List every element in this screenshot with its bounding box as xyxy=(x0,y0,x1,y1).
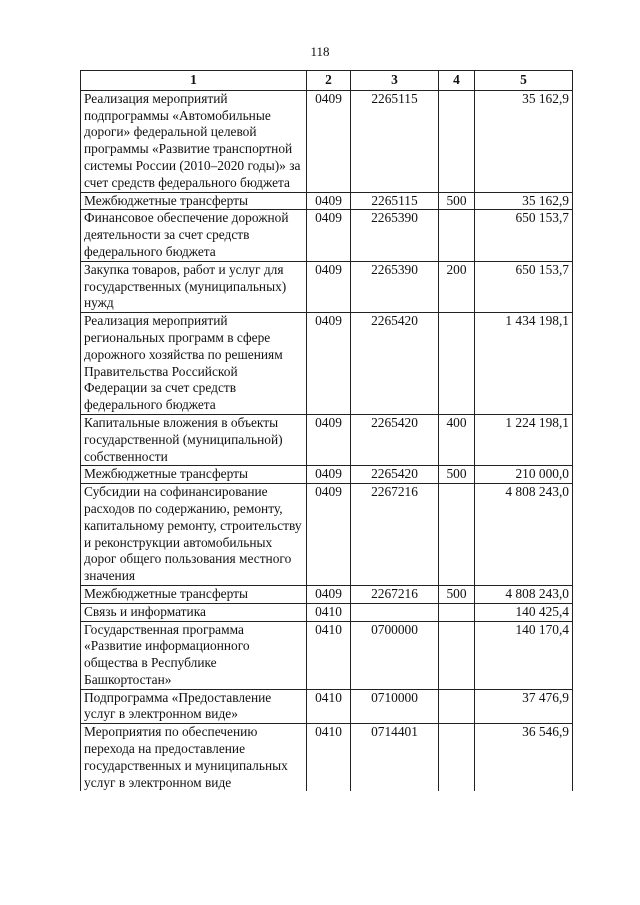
table-row xyxy=(81,484,573,586)
row-expense-type xyxy=(439,210,475,261)
header-col-1: 1 xyxy=(81,71,307,91)
row-amount: 650 153,7 xyxy=(475,261,573,312)
row-section-code: 0409 xyxy=(307,484,351,586)
row-amount: 37 476,9 xyxy=(475,689,573,724)
header-col-5: 5 xyxy=(475,71,573,91)
row-target-article xyxy=(351,603,439,621)
row-amount: 36 546,9 xyxy=(475,724,573,792)
row-amount: 650 153,7 xyxy=(475,210,573,261)
row-description: Реализация мероприятий региональных программ в сфере дорожного хозяйства по решениям Правительства Российской Федерации за счет средств федерального бюджета xyxy=(81,313,307,415)
row-amount: 1 434 198,1 xyxy=(475,313,573,415)
table-row xyxy=(81,603,573,621)
row-description: Межбюджетные трансферты xyxy=(81,466,307,484)
table-row xyxy=(81,466,573,484)
row-expense-type xyxy=(439,621,475,689)
row-target-article: 0700000 xyxy=(351,621,439,689)
row-expense-type: 500 xyxy=(439,585,475,603)
row-target-article: 2267216 xyxy=(351,484,439,586)
row-target-article: 2265420 xyxy=(351,414,439,465)
budget-table xyxy=(80,70,573,791)
table-row xyxy=(81,724,573,792)
row-target-article: 2265115 xyxy=(351,90,439,192)
row-target-article: 2265420 xyxy=(351,313,439,415)
row-target-article: 2265115 xyxy=(351,192,439,210)
row-description: Закупка товаров, работ и услуг для государственных (муниципальных) нужд xyxy=(81,261,307,312)
row-description: Реализация мероприятий подпрограммы «Автомобильные дороги» федеральной целевой программы «Развитие транспортной системы России (2010–2020 годы)» за счет средств федерального бюджета xyxy=(81,90,307,192)
row-expense-type xyxy=(439,689,475,724)
row-section-code: 0409 xyxy=(307,313,351,415)
header-col-2: 2 xyxy=(307,71,351,91)
row-target-article: 2265390 xyxy=(351,210,439,261)
row-target-article: 0710000 xyxy=(351,689,439,724)
row-expense-type: 500 xyxy=(439,466,475,484)
row-description: Межбюджетные трансферты xyxy=(81,192,307,210)
row-section-code: 0409 xyxy=(307,414,351,465)
row-target-article: 2265390 xyxy=(351,261,439,312)
header-row xyxy=(81,71,573,91)
table-row xyxy=(81,689,573,724)
row-target-article: 2265420 xyxy=(351,466,439,484)
table-row xyxy=(81,414,573,465)
row-expense-type xyxy=(439,313,475,415)
row-expense-type: 500 xyxy=(439,192,475,210)
row-section-code: 0409 xyxy=(307,192,351,210)
row-description: Капитальные вложения в объекты государственной (муниципальной) собственности xyxy=(81,414,307,465)
row-section-code: 0410 xyxy=(307,689,351,724)
page-number: 118 xyxy=(310,44,330,59)
table-row xyxy=(81,621,573,689)
row-section-code: 0409 xyxy=(307,210,351,261)
row-description: Государственная программа «Развитие информационного общества в Республике Башкортостан» xyxy=(81,621,307,689)
row-expense-type xyxy=(439,484,475,586)
table-body xyxy=(81,90,573,791)
row-expense-type xyxy=(439,90,475,192)
row-description: Мероприятия по обеспечению перехода на предоставление государственных и муниципальных услуг в электронном виде xyxy=(81,724,307,792)
table-row xyxy=(81,585,573,603)
header-col-3: 3 xyxy=(351,71,439,91)
row-section-code: 0409 xyxy=(307,261,351,312)
table-row xyxy=(81,90,573,192)
table-row xyxy=(81,192,573,210)
table-row xyxy=(81,313,573,415)
table-row xyxy=(81,261,573,312)
row-expense-type xyxy=(439,724,475,792)
row-section-code: 0409 xyxy=(307,585,351,603)
table-row xyxy=(81,210,573,261)
row-expense-type: 400 xyxy=(439,414,475,465)
row-amount: 210 000,0 xyxy=(475,466,573,484)
row-description: Межбюджетные трансферты xyxy=(81,585,307,603)
row-expense-type: 200 xyxy=(439,261,475,312)
row-amount: 140 170,4 xyxy=(475,621,573,689)
row-section-code: 0410 xyxy=(307,621,351,689)
row-amount: 1 224 198,1 xyxy=(475,414,573,465)
row-expense-type xyxy=(439,603,475,621)
row-target-article: 0714401 xyxy=(351,724,439,792)
row-section-code: 0410 xyxy=(307,724,351,792)
row-description: Финансовое обеспечение дорожной деятельности за счет средств федерального бюджета xyxy=(81,210,307,261)
row-description: Связь и информатика xyxy=(81,603,307,621)
row-section-code: 0410 xyxy=(307,603,351,621)
row-description: Подпрограмма «Предоставление услуг в электронном виде» xyxy=(81,689,307,724)
row-description: Субсидии на софинансирование расходов по содержанию, ремонту, капитальному ремонту, строительству и реконструкции автомобильных дорог общего пользования местного значения xyxy=(81,484,307,586)
row-amount: 35 162,9 xyxy=(475,192,573,210)
row-amount: 140 425,4 xyxy=(475,603,573,621)
row-amount: 35 162,9 xyxy=(475,90,573,192)
row-section-code: 0409 xyxy=(307,466,351,484)
row-amount: 4 808 243,0 xyxy=(475,484,573,586)
header-col-4: 4 xyxy=(439,71,475,91)
table-header xyxy=(81,71,573,91)
row-amount: 4 808 243,0 xyxy=(475,585,573,603)
row-section-code: 0409 xyxy=(307,90,351,192)
row-target-article: 2267216 xyxy=(351,585,439,603)
